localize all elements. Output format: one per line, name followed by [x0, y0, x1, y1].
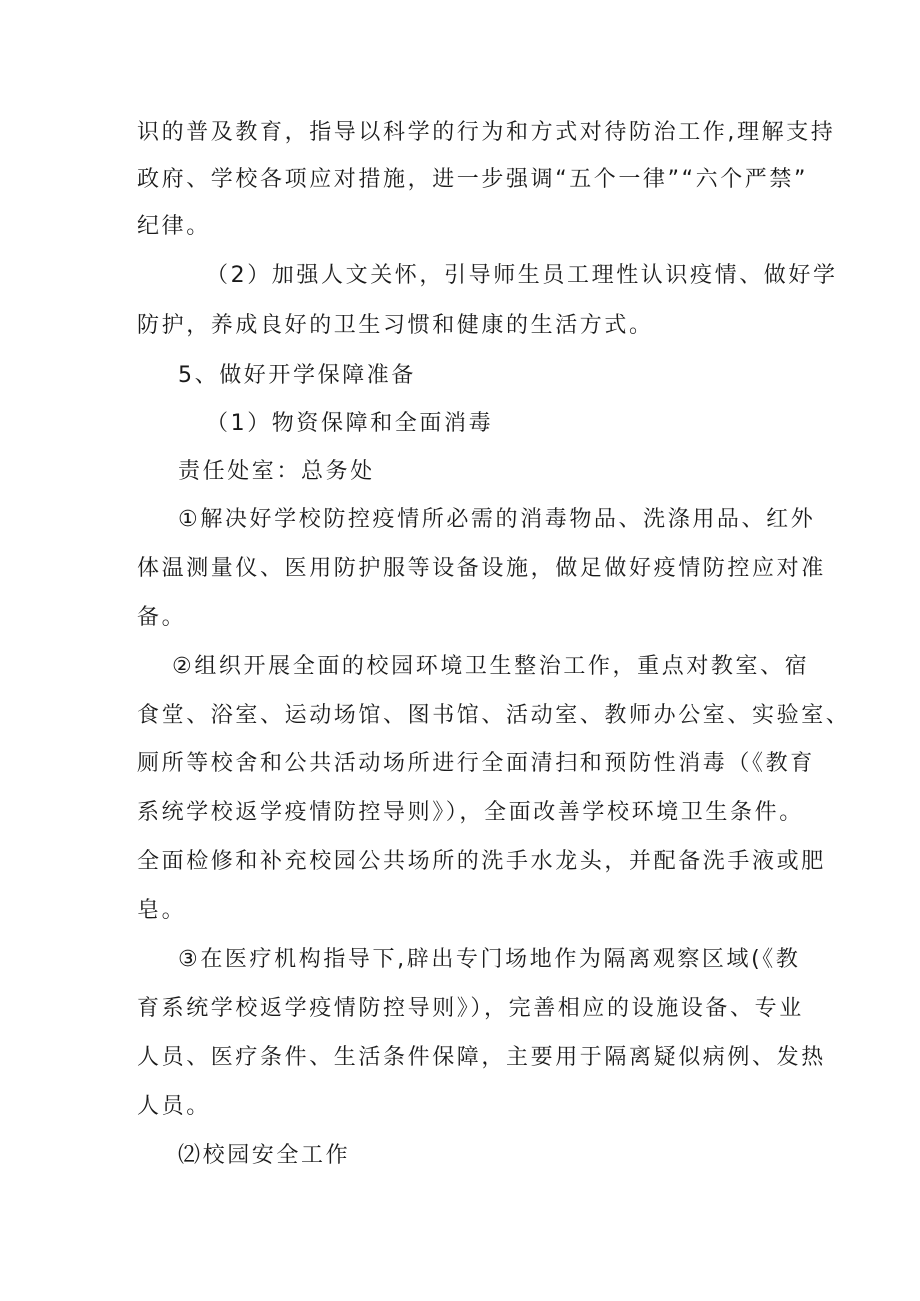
paragraph-line: 防护，养成良好的卫生习惯和健康的生活方式。	[137, 313, 654, 338]
paragraph-line: ②组织开展全面的校园环境卫生整治工作，重点对教室、宿	[172, 654, 810, 679]
responsible-office: 责任处室：总务处	[178, 459, 375, 484]
section-heading: 5、做好开学保障准备	[178, 363, 416, 388]
paragraph-line: 厕所等校舍和公共活动场所进行全面清扫和预防性消毒（《教育	[137, 751, 815, 776]
paragraph-line: 人员、医疗条件、生活条件保障，主要用于隔离疑似病例、发热	[137, 1045, 826, 1070]
paragraph-line: （2）加强人文关怀，引导师生员工理性认识疫情、做好学	[206, 263, 838, 288]
paragraph-line: ①解决好学校防控疫情所必需的消毒物品、洗涤用品、红外	[178, 507, 816, 532]
subsection-heading: （1）物资保障和全面消毒	[206, 411, 494, 436]
paragraph-line: ③在医疗机构指导下,辟出专门场地作为隔离观察区域(《教	[178, 947, 801, 972]
paragraph-line: 皂。	[137, 898, 187, 923]
paragraph-line: 人员。	[137, 1094, 211, 1119]
paragraph-line: 体温测量仪、医用防护服等设备设施，做足做好疫情防控应对准	[137, 556, 826, 581]
paragraph-line: 政府、学校各项应对措施，进一步强调“五个一律”“六个严禁”	[137, 167, 808, 192]
paragraph-line: 育系统学校返学疫情防控导则》），完善相应的设施设备、专业	[137, 996, 804, 1021]
paragraph-line: 纪律。	[137, 214, 211, 239]
subsection-heading: ⑵校园安全工作	[178, 1143, 351, 1168]
paragraph-line: 系统学校返学疫情防控导则》），全面改善学校环境卫生条件。	[137, 800, 804, 825]
paragraph-line: 识的普及教育，指导以科学的行为和方式对待防治工作,理解支持	[137, 120, 836, 145]
paragraph-line: 全面检修和补充校园公共场所的洗手水龙头，并配备洗手液或肥	[137, 849, 826, 874]
paragraph-line: 备。	[137, 605, 187, 630]
paragraph-line: 食堂、浴室、运动场馆、图书馆、活动室、教师办公室、实验室、	[137, 703, 851, 728]
